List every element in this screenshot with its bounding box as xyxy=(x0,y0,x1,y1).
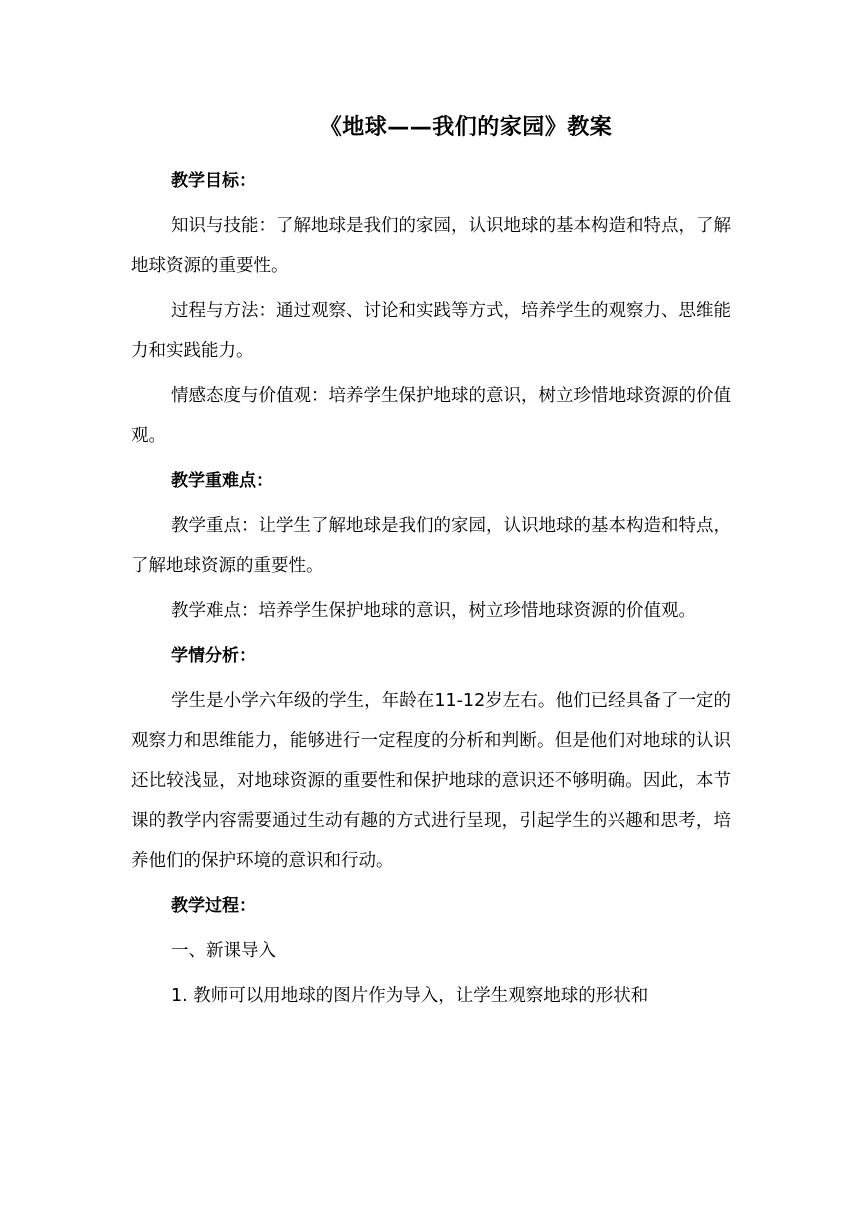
objective-process-paragraph: 过程与方法：通过观察、讨论和实践等方式，培养学生的观察力、思维能力和实践能力。 xyxy=(131,301,731,361)
document-body xyxy=(131,108,731,1021)
document-title: 《地球——我们的家园》教案 xyxy=(319,115,613,140)
section-heading-process: 教学过程： xyxy=(171,896,256,916)
objective-emotion-paragraph: 情感态度与价值观：培养学生保护地球的意识，树立珍惜地球资源的价值观。 xyxy=(131,386,731,446)
key-difficulty-paragraph: 教学难点：培养学生保护地球的意识，树立珍惜地球资源的价值观。 xyxy=(171,601,696,621)
section-heading-objectives: 教学目标： xyxy=(171,171,256,191)
process-part-one: 一、新课导入 xyxy=(171,941,276,961)
key-focus-paragraph: 教学重点：让学生了解地球是我们的家园，认识地球的基本构造和特点，了解地球资源的重要性。 xyxy=(131,516,731,576)
process-item-one: 1. 教师可以用地球的图片作为导入，让学生观察地球的形状和 xyxy=(171,986,649,1006)
objective-knowledge-paragraph: 知识与技能：了解地球是我们的家园，认识地球的基本构造和特点，了解地球资源的重要性。 xyxy=(131,216,731,276)
section-heading-key-points: 教学重难点： xyxy=(171,471,273,491)
section-heading-analysis: 学情分析： xyxy=(171,646,256,666)
analysis-paragraph: 学生是小学六年级的学生，年龄在11-12岁左右。他们已经具备了一定的观察力和思维能力，能够进行一定程度的分析和判断。但是他们对地球的认识还比较浅显，对地球资源的重要性和保护地球的意识还不够明确。因此，本节课的教学内容需要通过生动有趣的方式进行呈现，引起学生的兴趣和思考，培养他们的保护环境的意识和行动。 xyxy=(131,691,731,871)
